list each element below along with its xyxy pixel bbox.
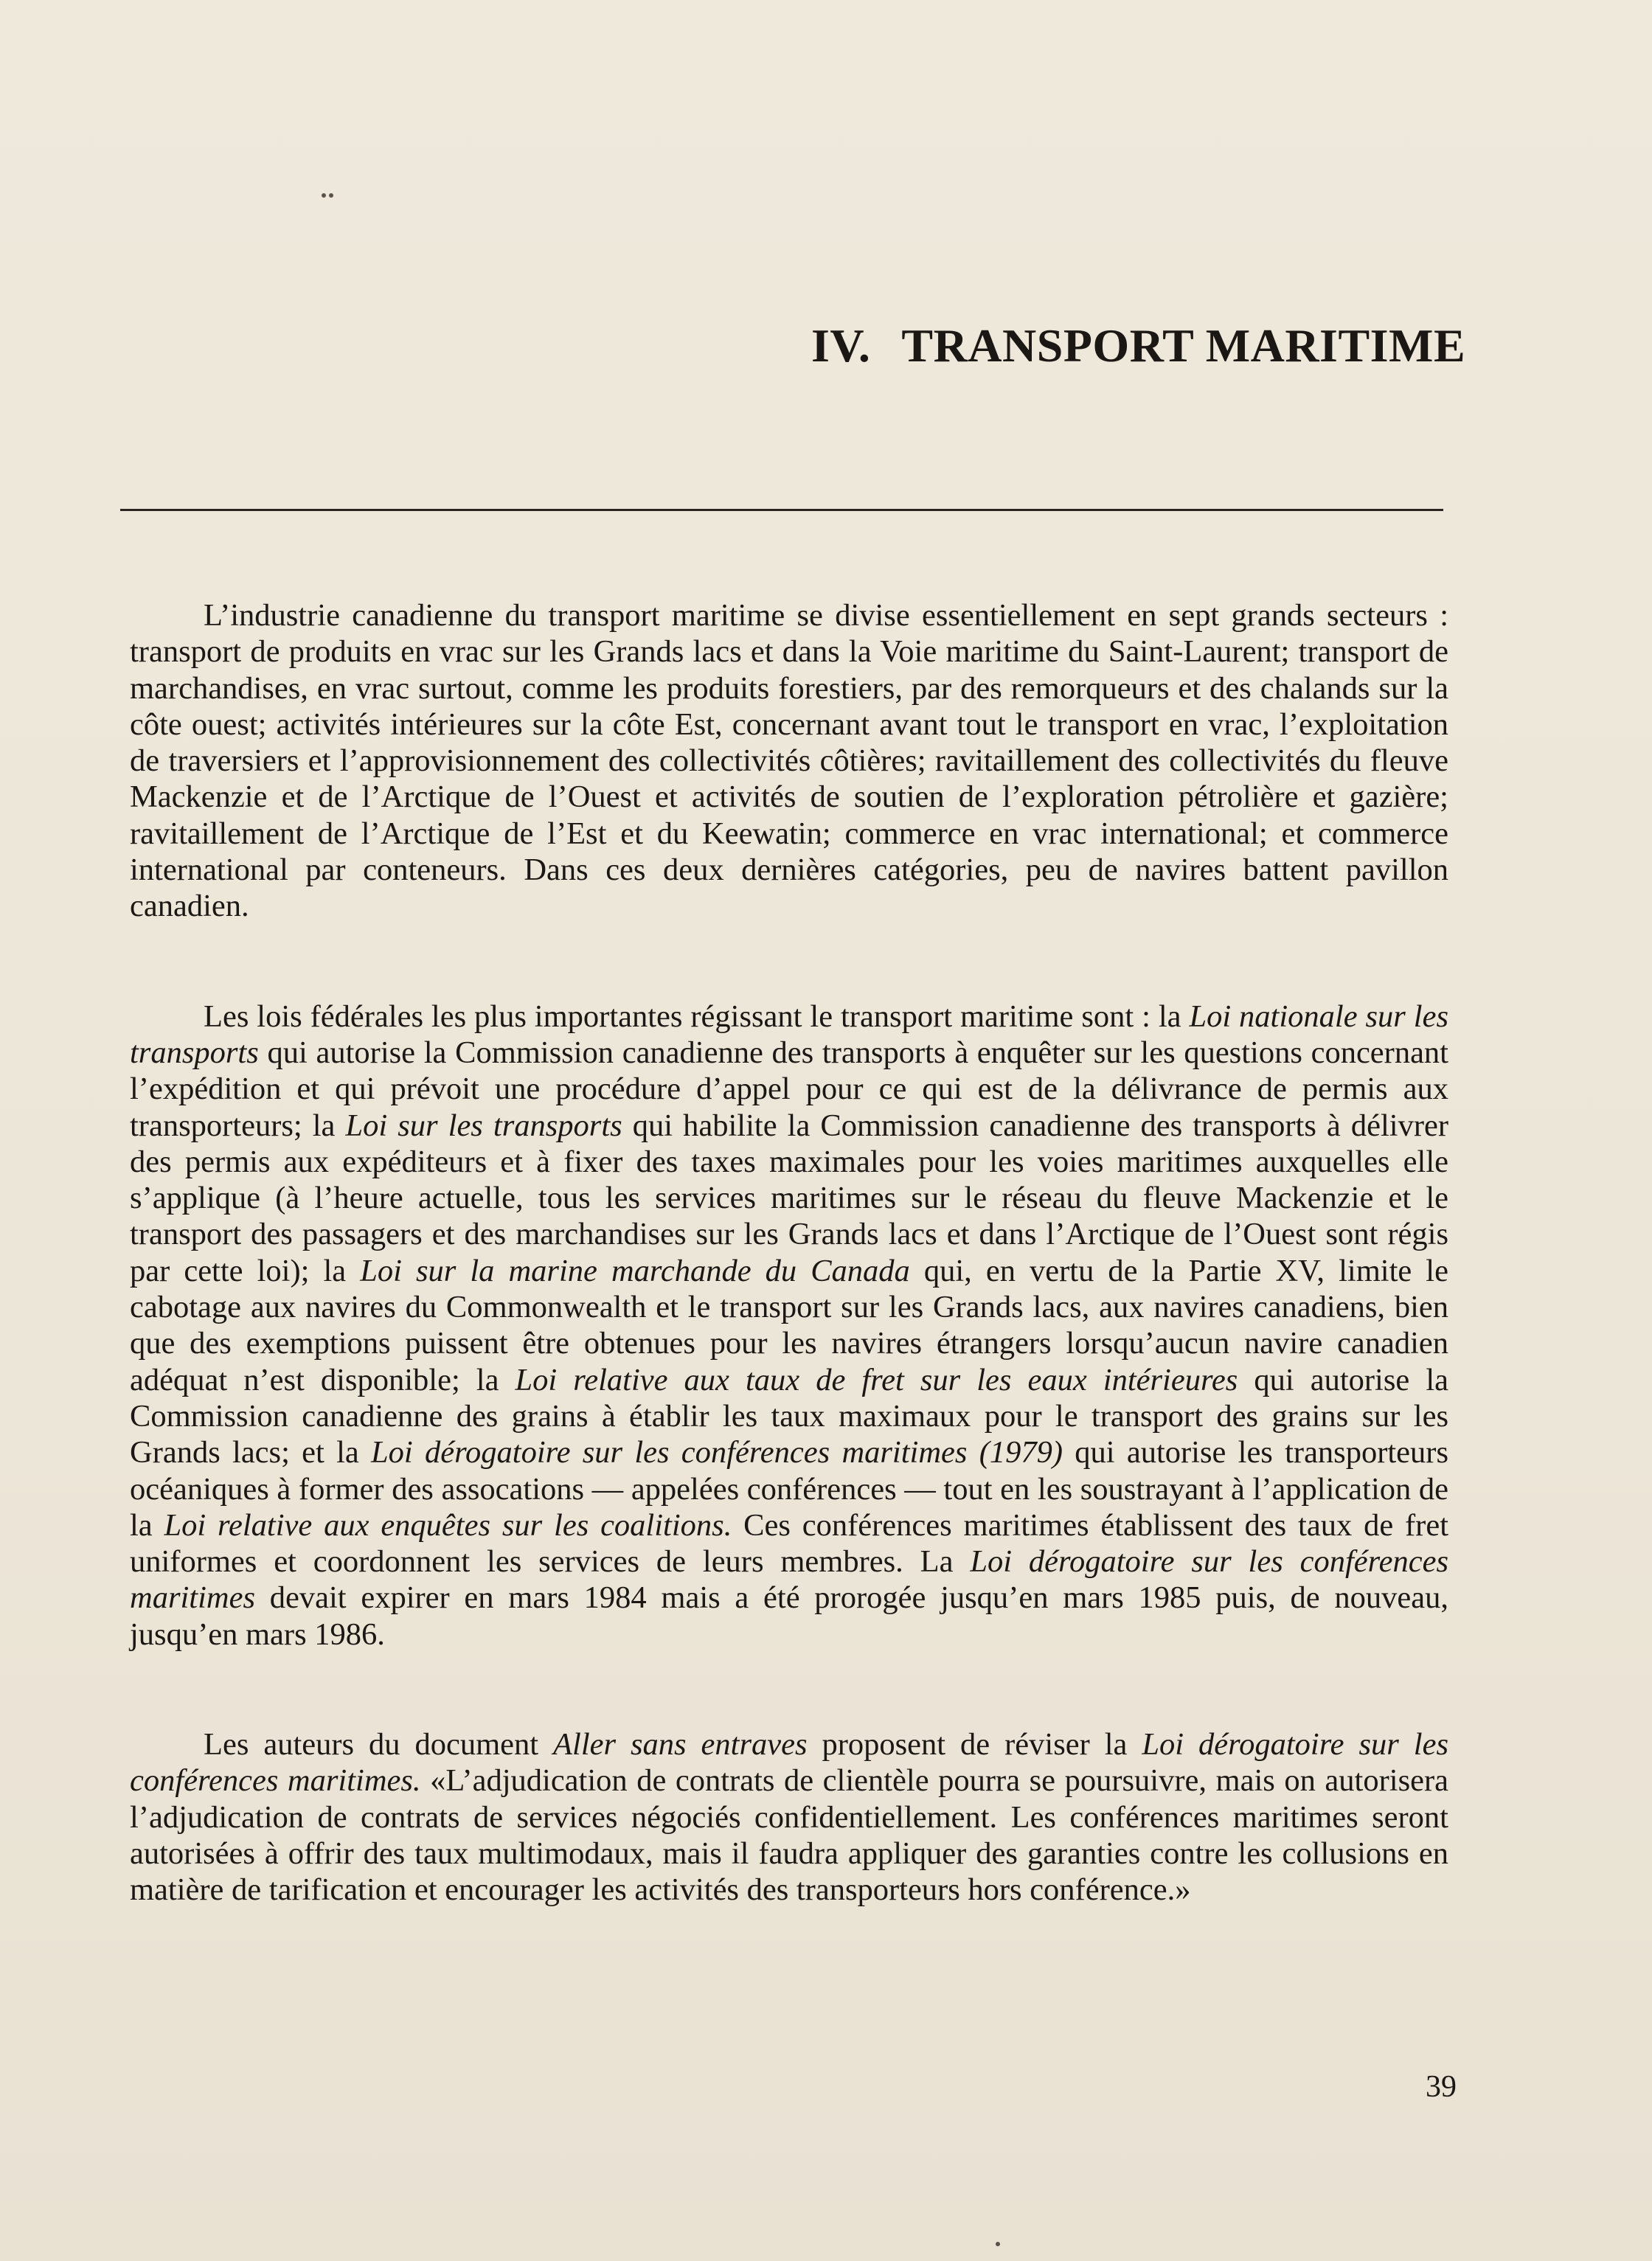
body-text bbox=[130, 597, 1448, 1982]
text-run: Les auteurs du document bbox=[204, 1727, 554, 1762]
text-run: qui, en vertu de la Partie XV, limite le cabotage aux navires du Commonwealth et le transport sur les Grands lacs, aux navires canadiens, bien que des exemptions puissent être obtenues pour les navires étrangers lorsqu’aucun navire canadien adéquat n’est disponible; la bbox=[130, 1253, 1448, 1397]
text-run: «L’adjudication de contrats de clientèle pourra se poursuivre, mais on autorisera l’adjudication de contrats de services négociés confidentiellement. Les conférences maritimes seront autorisées à offrir des taux multimodaux, mais il faudra appliquer des garanties contre les collusions en matière de tarification et encourager les activités des transporteurs hors conférence.» bbox=[130, 1763, 1448, 1908]
scan-speck bbox=[322, 193, 326, 198]
text-run: Ces conférences maritimes établissent des taux de fret uniformes et coordonnent les services de leurs membres. La bbox=[130, 1507, 1449, 1580]
law-title: Loi relative aux taux de fret sur les eaux intérieures bbox=[515, 1362, 1238, 1397]
law-title: Loi sur la marine marchande du Canada bbox=[360, 1253, 910, 1288]
text-run: qui autorise les transporteurs océaniques à former des assocations — appelées conférences — tout en les soustrayant à l’application de la bbox=[130, 1435, 1448, 1543]
document-title: Aller sans entraves bbox=[553, 1727, 808, 1762]
heading-rule bbox=[120, 509, 1443, 511]
paragraph-1: L’industrie canadienne du transport maritime se divise essentiellement en sept grands secteurs : transport de produits en vrac sur les Grands lacs et dans la Voie maritime du Saint-Laurent; transport de marchandises, en vrac surtout, comme les produits forestiers, par des remorqueurs et des chalands sur la côte ouest; activités intérieures sur la côte Est, concernant avant tout le transport en vrac, l’exploitation de traversiers et l’approvisionnement des collectivités côtières; ravitaillement des collectivités du fleuve Mackenzie et de l’Arctique de l’Ouest et activités de soutien de l’exploration pétrolière et gazière; ravitaillement de l’Arctique de l’Est et du Keewatin; commerce en vrac international; et commerce international par conteneurs. Dans ces deux dernières catégories, peu de navires battent pavillon canadien. bbox=[130, 598, 1448, 924]
page-number: 39 bbox=[1426, 2070, 1457, 2104]
section-title: TRANSPORT MARITIME bbox=[901, 319, 1466, 372]
text-run: qui autorise la Commission canadienne des transports à enquêter sur les questions concernant l’expédition et qui prévoit une procédure d’appel pour ce qui est de la délivrance de permis aux transporteurs; la bbox=[130, 1035, 1448, 1143]
law-title: Loi sur les transports bbox=[345, 1108, 622, 1143]
paragraph-2 bbox=[130, 998, 1448, 1653]
law-title: Loi relative aux enquêtes sur les coalitions. bbox=[164, 1507, 732, 1543]
text-run: qui autorise la Commission canadienne des grains à établir les taux maximaux pour le transport des grains sur les Grands lacs; et la bbox=[130, 1362, 1448, 1470]
law-title: Loi nationale sur les transports bbox=[130, 998, 1448, 1070]
paragraph-3 bbox=[130, 1726, 1448, 1908]
text-run: Les lois fédérales les plus importantes régissant le transport maritime sont : la bbox=[204, 998, 1190, 1034]
section-heading bbox=[811, 319, 1466, 373]
show-through-text bbox=[122, 103, 1457, 425]
law-title: Loi dérogatoire sur les conférences maritimes. bbox=[130, 1727, 1448, 1799]
scan-speck bbox=[996, 2242, 1000, 2246]
law-title: Loi dérogatoire sur les conférences maritimes (1979) bbox=[371, 1435, 1063, 1470]
text-run: devait expirer en mars 1984 mais a été prorogée jusqu’en mars 1985 puis, de nouveau, jusqu’en mars 1986. bbox=[130, 1580, 1448, 1652]
scan-speck bbox=[329, 193, 333, 198]
text-run: qui habilite la Commission canadienne des transports à délivrer des permis aux expéditeurs et à fixer des taxes maximales pour les voies maritimes auxquelles elle s’applique (à l’heure actuelle, tous les services maritimes sur le réseau du fleuve Mackenzie et le transport des passagers et des marchandises sur les Grands lacs et dans l’Arctique de l’Ouest sont régis par cette loi); la bbox=[130, 1108, 1448, 1288]
text-run: proposent de réviser la bbox=[807, 1727, 1142, 1762]
law-title: Loi dérogatoire sur les conférences maritimes bbox=[130, 1544, 1448, 1616]
section-number: IV. bbox=[811, 319, 871, 372]
